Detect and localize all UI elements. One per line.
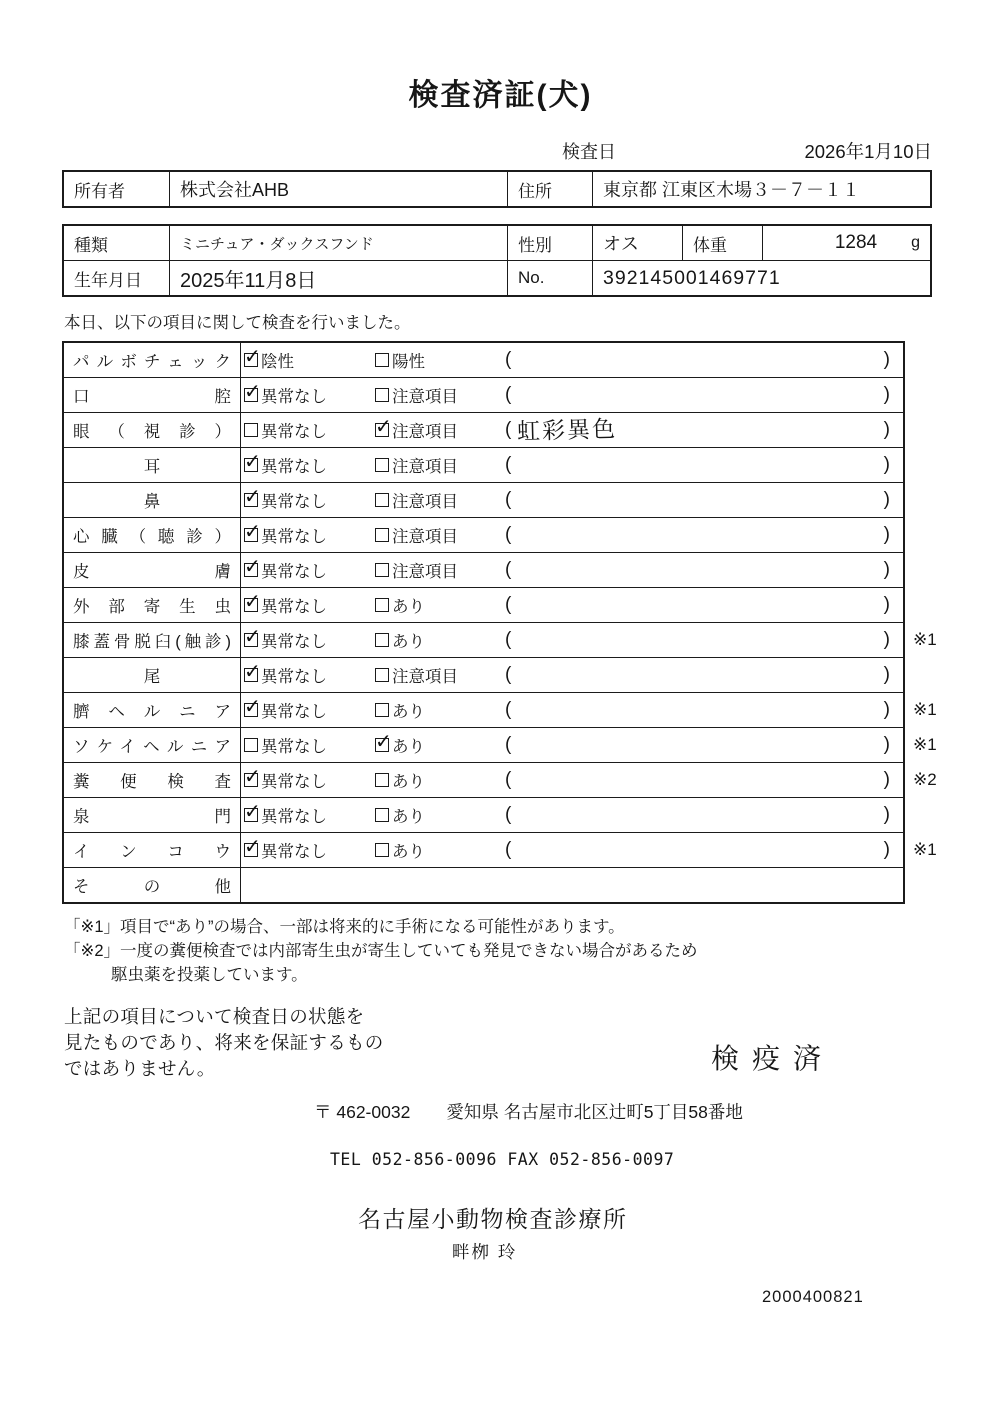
inspection-row-body: [241, 448, 903, 482]
result-option-1-label: 異常なし: [261, 668, 327, 686]
inspection-row-body: [241, 483, 903, 517]
close-paren: ): [883, 384, 890, 405]
open-paren: (: [505, 629, 512, 650]
result-option-2-label: 注意項目: [392, 668, 458, 686]
footnote: 「※1」項目で“あり”の場合、一部は将来的に手術になる可能性があります。: [64, 918, 625, 936]
result-option-1: [244, 768, 375, 792]
row-footnote-mark: ※1: [913, 630, 937, 649]
close-paren: ): [883, 839, 890, 860]
result-option-2-label: 注意項目: [392, 423, 458, 441]
inspection-item-label-cell: [64, 343, 241, 377]
open-paren: (: [505, 699, 512, 720]
result-option-2: [375, 383, 505, 407]
checkbox-icon: [375, 598, 389, 612]
checkbox-icon: [244, 633, 258, 647]
inspection-item-label-cell: [64, 588, 241, 622]
inspection-items-table: [62, 341, 937, 904]
checkbox-icon: [375, 493, 389, 507]
result-option-1: [244, 418, 375, 442]
remarks-area: [505, 769, 903, 791]
inspection-row-body: [241, 728, 903, 762]
result-option-2-label: あり: [392, 738, 425, 756]
inspection-item-label-cell: [64, 728, 241, 762]
checkbox-icon: [244, 598, 258, 612]
inspection-row: [64, 553, 903, 588]
inspection-item-label: 皮膚: [73, 563, 231, 581]
inspection-item-label: ソケイヘルニア: [73, 738, 231, 756]
owner-label: 所有者: [74, 181, 125, 201]
inspection-item-label-cell: [64, 833, 241, 867]
inspection-item-label-cell: [64, 868, 241, 902]
remarks-area: [505, 734, 903, 756]
result-option-1-label: 陰性: [261, 353, 294, 371]
inspection-row: [64, 413, 903, 448]
remarks-area: [505, 629, 903, 651]
result-option-2: [375, 523, 505, 547]
inspection-item-label: 外部寄生虫: [73, 598, 231, 616]
result-option-2: [375, 593, 505, 617]
inspection-row-body: [241, 518, 903, 552]
inspection-item-label: パルボチェック: [73, 353, 231, 371]
inspection-row-body: [241, 868, 903, 902]
remarks-area: [505, 664, 903, 686]
inspection-row-body: [241, 588, 903, 622]
owner-row: [64, 172, 930, 206]
breed-label: 種類: [74, 235, 108, 255]
result-option-2: [375, 768, 505, 792]
inspection-item-label-cell: [64, 448, 241, 482]
inspection-row: [64, 868, 903, 902]
close-paren: ): [883, 734, 890, 755]
remarks-area: [505, 699, 903, 721]
checkbox-icon: [375, 423, 389, 437]
inspection-item-label: 眼（視診）: [73, 423, 231, 441]
result-option-1-label: 異常なし: [261, 388, 327, 406]
inspection-row: [64, 658, 903, 693]
result-option-1: [244, 488, 375, 512]
checkbox-icon: [375, 353, 389, 367]
checkbox-icon: [375, 703, 389, 717]
result-option-2-label: あり: [392, 633, 425, 651]
close-paren: ): [883, 664, 890, 685]
checkbox-icon: [244, 493, 258, 507]
inspection-row-body: [241, 693, 903, 727]
close-paren: ): [883, 699, 890, 720]
remarks-area: [505, 839, 903, 861]
inspection-row: [64, 763, 937, 798]
inspection-item-label-cell: [64, 623, 241, 657]
result-option-2-label: 注意項目: [392, 563, 458, 581]
result-option-2: [375, 838, 505, 862]
inspection-row-body: [241, 553, 903, 587]
row-footnote-mark: ※1: [913, 700, 937, 719]
address-label: 住所: [507, 172, 592, 206]
open-paren: (: [505, 804, 512, 825]
result-option-1: [244, 733, 375, 757]
result-option-1: [244, 838, 375, 862]
remarks-area: [505, 384, 903, 406]
disclaimer-line: 上記の項目について検査日の状態を: [64, 1005, 365, 1027]
veterinarian-name: 畔栁 玲: [452, 1241, 518, 1262]
quarantine-stamp: 検疫済: [710, 1042, 834, 1074]
result-option-1-label: 異常なし: [261, 773, 327, 791]
result-option-2: [375, 663, 505, 687]
remarks-area: [505, 489, 903, 511]
clinic-name: 名古屋小動物検査診療所: [358, 1205, 628, 1232]
inspection-row: [64, 833, 937, 868]
result-option-2: [375, 628, 505, 652]
open-paren: (: [505, 349, 512, 370]
result-option-2-label: あり: [392, 808, 425, 826]
footnote: 「※2」一度の糞便検査では内部寄生虫が寄生していても発見できない場合があるため 駆虫薬を投薬しています。: [64, 941, 698, 984]
inspection-row-body: [241, 658, 903, 692]
close-paren: ): [883, 524, 890, 545]
breed-row: [64, 226, 930, 260]
open-paren: (: [505, 384, 512, 405]
inspection-row: [64, 378, 903, 413]
footnotes-block: [64, 916, 1001, 988]
checkbox-icon: [244, 668, 258, 682]
result-option-1-label: 異常なし: [261, 493, 327, 511]
postal-code: 〒 462-0032: [314, 1101, 411, 1122]
inspection-row: [64, 343, 903, 378]
sex-value: オス: [592, 226, 682, 260]
inspection-row: [64, 798, 903, 833]
checkbox-icon: [244, 353, 258, 367]
result-option-2: [375, 698, 505, 722]
result-option-2-label: 注意項目: [392, 388, 458, 406]
inspection-item-label: インコウ: [73, 843, 231, 861]
remarks-area: [505, 594, 903, 616]
remarks-text: 虹彩異色: [517, 415, 618, 445]
result-option-1: [244, 348, 375, 372]
id-number-value: 392145001469771: [592, 261, 930, 295]
id-number-label: No.: [507, 261, 592, 295]
inspection-row-body: [241, 798, 903, 832]
close-paren: ): [883, 489, 890, 510]
result-option-1-label: 異常なし: [261, 598, 327, 616]
disclaimer-and-stamp-row: [64, 1004, 864, 1083]
result-option-1: [244, 698, 375, 722]
weight-label: 体重: [682, 226, 762, 260]
inspection-item-label-cell: [64, 518, 241, 552]
inspection-item-label: 耳: [143, 458, 161, 476]
open-paren: (: [505, 524, 512, 545]
remarks-area: [505, 804, 903, 826]
inspection-item-label-cell: [64, 378, 241, 412]
close-paren: ): [883, 559, 890, 580]
result-option-2: [375, 348, 505, 372]
result-option-2-label: あり: [392, 703, 425, 721]
birth-row: [64, 260, 930, 295]
result-option-1: [244, 523, 375, 547]
breed-value: ミニチュア・ダックスフンド: [169, 226, 507, 260]
result-option-1: [244, 453, 375, 477]
row-footnote-mark: ※1: [913, 840, 937, 859]
birth-date-value: 2025年11月8日: [169, 261, 507, 295]
checkbox-icon: [244, 843, 258, 857]
result-option-1: [244, 663, 375, 687]
checkbox-icon: [375, 808, 389, 822]
checkbox-icon: [375, 843, 389, 857]
result-option-2-label: 注意項目: [392, 458, 458, 476]
checkbox-icon: [244, 703, 258, 717]
weight-value-cell: [762, 226, 930, 260]
result-option-2-label: 注意項目: [392, 528, 458, 546]
remarks-area: [505, 349, 903, 371]
owner-value: 株式会社AHB: [169, 172, 507, 206]
inspection-row: [64, 448, 903, 483]
checkbox-icon: [375, 388, 389, 402]
weight-unit: g: [911, 234, 920, 251]
checkbox-icon: [244, 563, 258, 577]
inspection-row-body: [241, 378, 903, 412]
result-option-1-label: 異常なし: [261, 528, 327, 546]
inspection-row-body: [241, 343, 903, 377]
checkbox-icon: [244, 423, 258, 437]
row-footnote-mark: ※2: [913, 770, 937, 789]
inspection-row: [64, 623, 937, 658]
inspection-item-label: 尾: [143, 668, 161, 686]
inspection-item-label-cell: [64, 693, 241, 727]
remarks-area: [505, 559, 903, 581]
result-option-1-label: 異常なし: [261, 738, 327, 756]
checkbox-icon: [244, 388, 258, 402]
weight-value: 1284: [834, 232, 878, 253]
checkbox-icon: [244, 773, 258, 787]
tel-fax-line: TEL 052-856-0096 FAX 052-856-0097: [330, 1149, 675, 1169]
result-option-2: [375, 418, 505, 442]
intro-text: 本日、以下の項目に関して検査を行いました。: [64, 314, 411, 332]
remarks-area: [505, 415, 903, 445]
close-paren: ): [883, 629, 890, 650]
inspection-row-body: [241, 763, 903, 797]
inspection-item-label: その他: [73, 878, 231, 896]
inspection-item-label: 臍ヘルニア: [73, 703, 231, 721]
result-option-1: [244, 593, 375, 617]
inspection-row: [64, 518, 903, 553]
open-paren: (: [505, 664, 512, 685]
inspection-row-body: [241, 833, 903, 867]
checkbox-icon: [375, 458, 389, 472]
inspection-row-body: [241, 413, 903, 447]
checkbox-icon: [375, 528, 389, 542]
result-option-2-label: あり: [392, 598, 425, 616]
result-option-1-label: 異常なし: [261, 423, 327, 441]
inspection-item-label-cell: [64, 413, 241, 447]
result-option-1: [244, 558, 375, 582]
inspection-item-label-cell: [64, 798, 241, 832]
result-option-1-label: 異常なし: [261, 458, 327, 476]
clinic-address-line: [314, 1099, 1001, 1124]
animal-info-table: [62, 224, 932, 297]
checkbox-icon: [244, 738, 258, 752]
birth-date-label: 生年月日: [74, 270, 142, 290]
close-paren: ): [883, 594, 890, 615]
result-option-1-label: 異常なし: [261, 843, 327, 861]
close-paren: ): [883, 454, 890, 475]
clinic-address: 愛知県 名古屋市北区辻町5丁目58番地: [446, 1101, 743, 1122]
open-paren: (: [505, 559, 512, 580]
address-value: 東京都 江東区木場３－７－１１: [592, 172, 930, 206]
checkbox-icon: [375, 738, 389, 752]
inspection-item-label: 糞便検査: [73, 773, 231, 791]
result-option-1-label: 異常なし: [261, 563, 327, 581]
result-option-1: [244, 383, 375, 407]
open-paren: (: [505, 454, 512, 475]
open-paren: (: [505, 734, 512, 755]
result-option-2-label: 陽性: [392, 353, 425, 371]
inspection-item-label: 心臓（聴診）: [73, 528, 231, 546]
checkbox-icon: [375, 633, 389, 647]
close-paren: ): [883, 769, 890, 790]
inspection-date-value: 2026年1月10日: [804, 141, 932, 162]
result-option-1-label: 異常なし: [261, 703, 327, 721]
result-option-2-label: あり: [392, 773, 425, 791]
remarks-area: [505, 454, 903, 476]
inspection-item-label: 膝蓋骨脱臼(触診): [73, 633, 231, 651]
inspection-row-body: [241, 623, 903, 657]
document-title: 検査済証(犬): [408, 79, 593, 112]
checkbox-icon: [244, 528, 258, 542]
serial-number: 2000400821: [762, 1287, 864, 1306]
disclaimer-line: ではありません。: [64, 1058, 216, 1080]
result-option-2: [375, 453, 505, 477]
inspection-item-label-cell: [64, 553, 241, 587]
result-option-1: [244, 803, 375, 827]
inspection-row: [64, 588, 903, 623]
inspection-row: [64, 693, 937, 728]
result-option-2: [375, 733, 505, 757]
inspection-item-label: 泉門: [73, 808, 231, 826]
inspection-date-row: [62, 138, 932, 164]
inspection-item-label: 口腔: [73, 388, 231, 406]
open-paren: (: [505, 419, 512, 440]
checkbox-icon: [244, 458, 258, 472]
row-footnote-mark: ※1: [913, 735, 937, 754]
close-paren: ): [883, 804, 890, 825]
open-paren: (: [505, 594, 512, 615]
result-option-2-label: あり: [392, 843, 425, 861]
inspection-row: [64, 483, 903, 518]
result-option-2-label: 注意項目: [392, 493, 458, 511]
owner-table: [62, 170, 932, 208]
checkbox-icon: [375, 563, 389, 577]
sex-label: 性別: [507, 226, 592, 260]
result-option-2: [375, 803, 505, 827]
open-paren: (: [505, 839, 512, 860]
result-option-2: [375, 558, 505, 582]
remarks-area: [505, 524, 903, 546]
checkbox-icon: [244, 808, 258, 822]
open-paren: (: [505, 489, 512, 510]
inspection-item-label: 鼻: [143, 493, 161, 511]
checkbox-icon: [375, 773, 389, 787]
inspection-item-label-cell: [64, 483, 241, 517]
inspection-date-label: 検査日: [562, 142, 616, 162]
close-paren: ): [883, 349, 890, 370]
disclaimer-line: 見たものであり、将来を保証するもの: [64, 1032, 384, 1054]
result-option-1: [244, 628, 375, 652]
disclaimer-text: [64, 1004, 384, 1083]
checkbox-icon: [375, 668, 389, 682]
result-option-1-label: 異常なし: [261, 808, 327, 826]
result-option-1-label: 異常なし: [261, 633, 327, 651]
inspection-item-label-cell: [64, 763, 241, 797]
inspection-row: [64, 728, 937, 763]
inspection-item-label-cell: [64, 658, 241, 692]
close-paren: ): [883, 419, 890, 440]
open-paren: (: [505, 769, 512, 790]
result-option-2: [375, 488, 505, 512]
